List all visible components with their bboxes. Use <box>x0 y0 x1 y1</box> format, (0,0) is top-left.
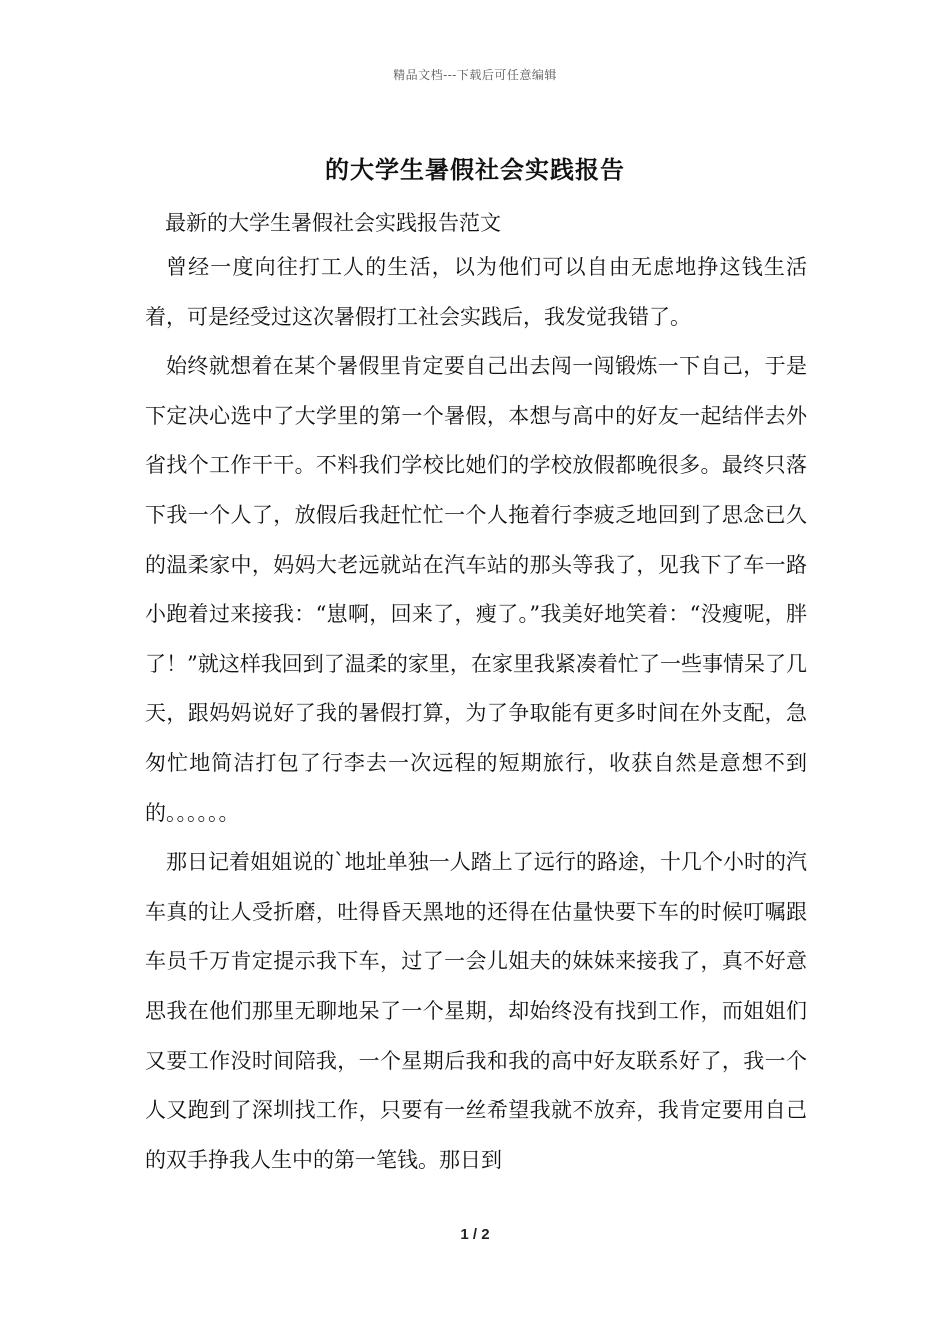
header-note: 精品文档---下载后可任意编辑 <box>393 68 557 82</box>
paragraph: 始终就想着在某个暑假里肯定要自己出去闯一闯锻炼一下自己，于是下定决心选中了大学里的第一个暑假，本想与高中的好友一起结伴去外省找个工作干干。不料我们学校比她们的学校放假都晚很多。最终只落下我一个人了，放假后我赶忙忙一个人拖着行李疲乏地回到了思念已久的温柔家中，妈妈大老远就站在汽车站的那头等我了，见我下了车一路小跑着过来接我：“崽啊，回来了，瘦了。”我美好地笑着：“没瘦呢，胖了！”就这样我回到了温柔的家里，在家里我紧凑着忙了一些事情呆了几天，跟妈妈说好了我的暑假打算，为了争取能有更多时间在外支配，急匆忙地简洁打包了行李去一次远程的短期旅行，收获自然是意想不到的。。。。。。 <box>145 354 807 825</box>
paragraph: 曾经一度向往打工人的生活，以为他们可以自由无虑地挣这钱生活着，可是经受过这次暑假打工社会实践后，我发觉我错了。 <box>145 255 807 329</box>
document-title: 的大学生暑假社会实践报告 <box>325 155 625 184</box>
page-number: 1 / 2 <box>460 1226 490 1243</box>
document-body <box>145 243 807 1185</box>
document-subtitle: 最新的大学生暑假社会实践报告范文 <box>165 211 501 235</box>
paragraph: 那日记着姐姐说的`地址单独一人踏上了远行的路途，十几个小时的汽车真的让人受折磨，吐得昏天黑地的还得在估量快要下车的时候叮嘱跟车员千万肯定提示我下车，过了一会儿姐夫的妹妹来接我了，真不好意思我在他们那里无聊地呆了一个星期，却始终没有找到工作，而姐姐们又要工作没时间陪我，一个星期后我和我的高中好友联系好了，我一个人又跑到了深圳找工作，只要有一丝希望我就不放弃，我肯定要用自己的双手挣我人生中的第一笔钱。那日到 <box>145 850 807 1172</box>
